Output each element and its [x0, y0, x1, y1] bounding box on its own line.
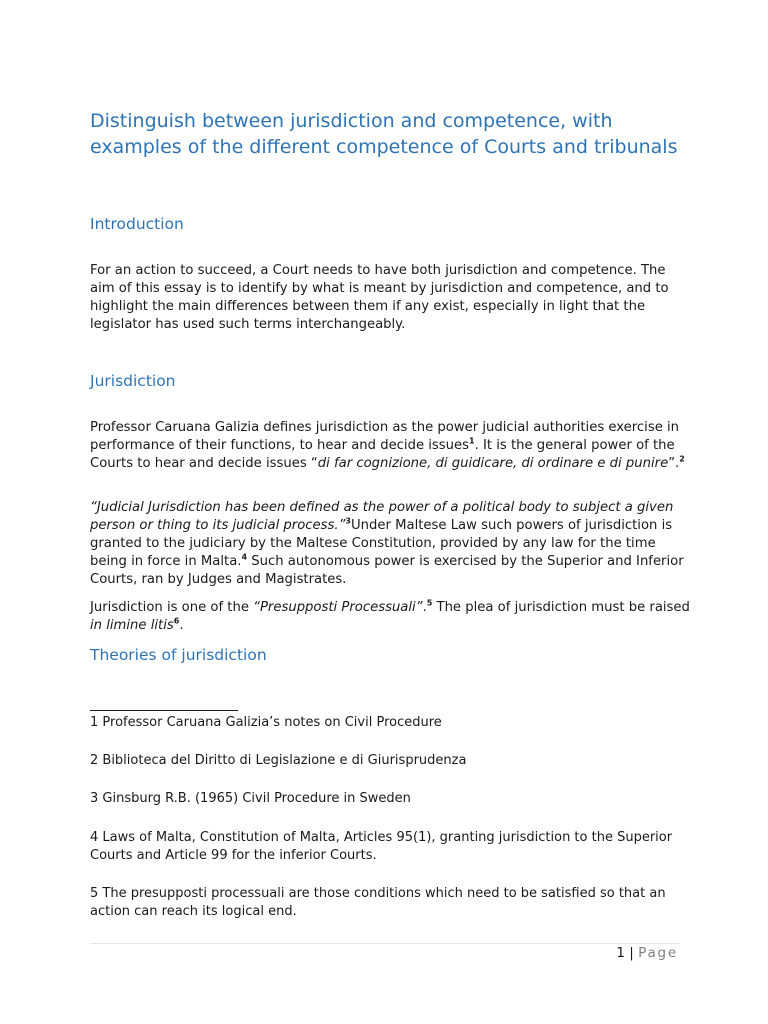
italic-term: “Presupposti Processuali”: [253, 600, 423, 615]
text-run: .: [422, 600, 427, 615]
heading-jurisdiction: Jurisdiction: [90, 372, 176, 390]
footer-divider: [90, 943, 680, 944]
footnote-ref-4: 4: [241, 552, 248, 562]
paragraph-judicial-jurisdiction: [90, 499, 690, 589]
footnote-ref-1: 1: [469, 436, 475, 446]
footnote-ref-6: 6: [173, 616, 180, 626]
footnote-ref-2: 2: [679, 454, 685, 464]
text-run: Jurisdiction is one of the: [90, 600, 254, 615]
heading-introduction: Introduction: [90, 215, 184, 233]
footnote-separator: [90, 710, 238, 711]
page-footer: [616, 944, 678, 962]
text-run: Professor Caruana Galizia defines jurisdiction as the power judicial authorities exercise in performance of their functions, to hear and decide issues: [90, 420, 680, 453]
paragraph-jurisdiction-definition: [90, 419, 690, 473]
footnote-2: 2 Biblioteca del Diritto di Legislazione e di Giurisprudenza: [90, 753, 467, 768]
italic-quote: di far cognizione, di guidicare, di ordinare e di punire: [317, 456, 669, 471]
footnote-3: 3 Ginsburg R.B. (1965) Civil Procedure in Sweden: [90, 791, 411, 806]
footnote-ref-3: 3: [345, 516, 351, 526]
footnote-1: 1 Professor Caruana Galizia’s notes on Civil Procedure: [90, 715, 442, 730]
footnote-5: 5 The presupposti processuali are those conditions which need to be satisfied so that an action can reach its logical end.: [90, 886, 666, 919]
paragraph-introduction: For an action to succeed, a Court needs to have both jurisdiction and competence. The aim of this essay is to identify by what is meant by jurisdiction and competence, and to highlight the main differences between them if any exist, especially in light that the legislator has used such terms interchangeably.: [90, 263, 669, 332]
text-run: ”.: [668, 456, 680, 471]
text-run: Such autonomous power is exercised by the Superior and Inferior Courts, ran by Judges and Magistrates.: [90, 554, 684, 587]
page-separator: |: [624, 945, 639, 961]
italic-quote: “Judicial Jurisdiction has been defined as the power of a political body to subject a given person or thing to its judicial process.”: [90, 500, 674, 533]
footnote-4: 4 Laws of Malta, Constitution of Malta, Articles 95(1), granting jurisdiction to the Superior Courts and Article 99 for the inferior Courts.: [90, 830, 673, 863]
text-run: . It is the general power of the Courts to hear and decide issues “: [90, 438, 675, 471]
text-run: .: [179, 618, 184, 633]
heading-theories-of-jurisdiction: Theories of jurisdiction: [90, 646, 267, 664]
italic-term: in limine litis: [90, 618, 174, 633]
paragraph-presupposti: [90, 599, 690, 635]
text-run: The plea of jurisdiction must be raised: [432, 600, 690, 615]
page-label: Page: [638, 945, 678, 961]
page-number: 1: [616, 945, 625, 961]
footnote-ref-5: 5: [426, 598, 433, 608]
text-run: Under Maltese Law such powers of jurisdiction is granted to the judiciary by the Maltese Constitution, provided by any law for the time being in force in Malta.: [90, 518, 673, 569]
document-title: Distinguish between jurisdiction and competence, with examples of the different competence of Courts and tribunals: [90, 110, 678, 158]
